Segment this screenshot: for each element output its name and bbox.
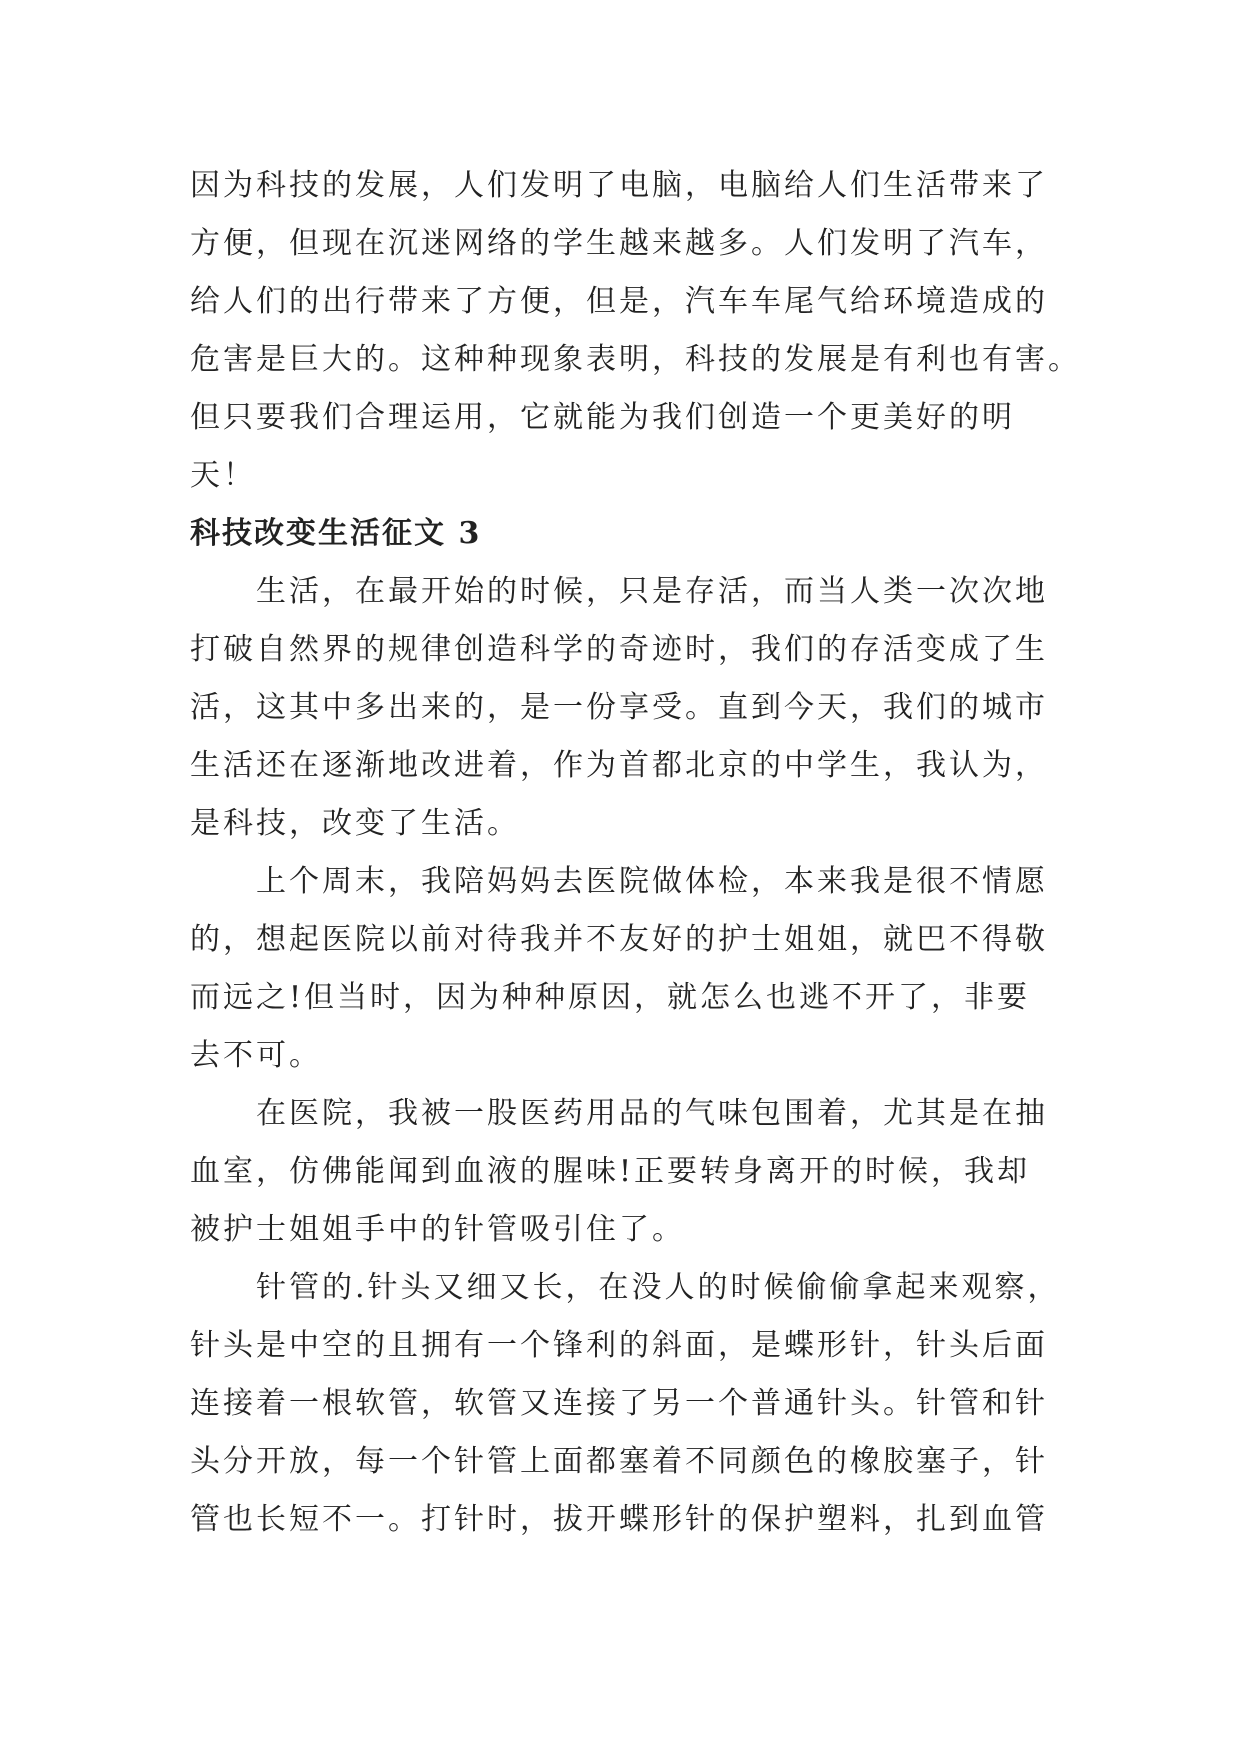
paragraph-4 (190, 1259, 1061, 1549)
text-line: 在医院，我被一股医药用品的气味包围着，尤其是在抽 (256, 1096, 1048, 1131)
intro-paragraph (190, 157, 1081, 505)
text-line: 针头是中空的且拥有一个锋利的斜面，是蝶形针，针头后面 (190, 1328, 1048, 1363)
text-line: 给人们的出行带来了方便，但是，汽车车尾气给环境造成的 (190, 284, 1048, 319)
text-line: 头分开放，每一个针管上面都塞着不同颜色的橡胶塞子，针 (190, 1444, 1048, 1479)
text-line: 生活，在最开始的时候，只是存活，而当人类一次次地 (256, 574, 1048, 609)
text-line: 血室，仿佛能闻到血液的腥味!正要转身离开的时候，我却 (190, 1154, 1031, 1189)
text-line: 上个周末，我陪妈妈去医院做体检，本来我是很不情愿 (256, 864, 1048, 899)
text-line: 的，想起医院以前对待我并不友好的护士姐姐，就巴不得敬 (190, 922, 1048, 957)
document-body (190, 157, 1081, 1549)
section-title: 科技改变生活征文 3 (190, 516, 482, 551)
text-line: 因为科技的发展，人们发明了电脑，电脑给人们生活带来了 (190, 168, 1048, 203)
text-line: 针管的.针头又细又长，在没人的时候偷偷拿起来观察， (256, 1270, 1061, 1305)
text-line: 方便，但现在沉迷网络的学生越来越多。人们发明了汽车， (190, 226, 1048, 261)
text-line: 去不可。 (190, 1038, 322, 1073)
text-line: 是科技，改变了生活。 (190, 806, 520, 841)
text-line: 连接着一根软管，软管又连接了另一个普通针头。针管和针 (190, 1386, 1048, 1421)
text-line: 打破自然界的规律创造科学的奇迹时，我们的存活变成了生 (190, 632, 1048, 667)
text-line: 天！ (190, 458, 256, 493)
text-line: 活，这其中多出来的，是一份享受。直到今天，我们的城市 (190, 690, 1048, 725)
text-line: 生活还在逐渐地改进着，作为首都北京的中学生，我认为， (190, 748, 1048, 783)
text-line: 危害是巨大的。这种种现象表明，科技的发展是有利也有害。 (190, 342, 1081, 377)
text-line: 管也长短不一。打针时，拔开蝶形针的保护塑料，扎到血管 (190, 1502, 1048, 1537)
text-line: 而远之!但当时，因为种种原因，就怎么也逃不开了，非要 (190, 980, 1031, 1015)
text-line: 被护士姐姐手中的针管吸引住了。 (190, 1212, 685, 1247)
text-line: 但只要我们合理运用，它就能为我们创造一个更美好的明 (190, 400, 1015, 435)
paragraph-1 (190, 563, 1054, 853)
paragraph-3 (190, 1085, 1054, 1259)
paragraph-2 (190, 853, 1054, 1085)
